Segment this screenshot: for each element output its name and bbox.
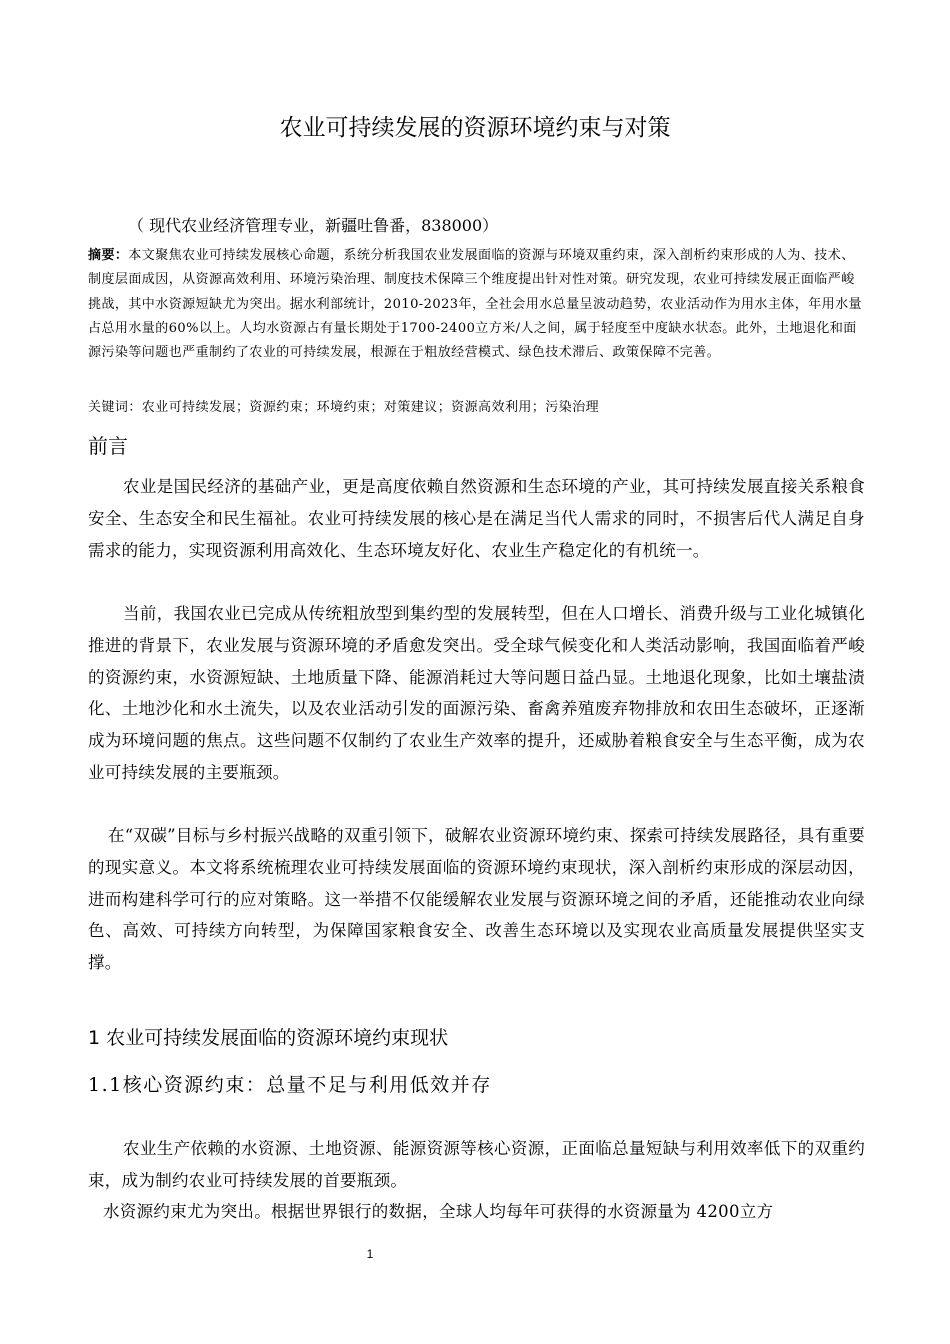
preface-heading: 前言 xyxy=(88,434,128,458)
abstract xyxy=(88,244,868,365)
abstract-label: 摘要： xyxy=(88,248,129,263)
author-affiliation: （ 现代农业经济管理专业，新疆吐鲁番，838000） xyxy=(128,216,499,235)
page-number: 1 xyxy=(366,1247,374,1261)
abstract-text: 本文聚焦农业可持续发展核心命题，系统分析我国农业发展面临的资源与环境双重约束，深入剖析约束形成的人为、技术、制度层面成因，从资源高效利用、环境污染治理、制度技术保障三个维度提出针对性对策。研究发现，农业可持续发展正面临严峻挑战，其中水资源短缺尤为突出。据水利部统计，2010-2023年，全社会用水总量呈波动趋势，农业活动作为用水主体，年用水量占总用水量的60%以上。人均水资源占有量长期处于1700-2400立方米/人之间，属于轻度至中度缺水状态。此外，土地退化和面源污染等问题也严重制约了农业的可持续发展，根源在于粗放经营模式、绿色技术滞后、政策保障不完善。 xyxy=(88,248,863,361)
section-paragraph: 水资源约束尤为突出。根据世界银行的数据，全球人均每年可获得的水资源量为 4200立方 xyxy=(103,1202,774,1221)
section-paragraph: 农业生产依赖的水资源、土地资源、能源资源等核心资源，正面临总量短缺与利用效率低下的双重约束，成为制约农业可持续发展的首要瓶颈。 xyxy=(88,1139,865,1190)
paper-title: 农业可持续发展的资源环境约束与对策 xyxy=(279,115,671,141)
keywords: 关键词：农业可持续发展；资源约束；环境约束；对策建议；资源高效利用；污染治理 xyxy=(88,400,600,415)
preface-paragraph: 农业是国民经济的基础产业，更是高度依赖自然资源和生态环境的产业，其可持续发展直接关系粮食安全、生态安全和民生福祉。农业可持续发展的核心是在满足当代人需求的同时，不损害后代人满足自身需求的能力，实现资源利用高效化、生态环境友好化、农业生产稳定化的有机统一。 xyxy=(88,477,865,560)
section-heading: 1 农业可持续发展面临的资源环境约束现状 xyxy=(88,1027,449,1049)
subsection-heading: 1.1核心资源约束：总量不足与利用低效并存 xyxy=(88,1074,492,1096)
preface-paragraph: 当前，我国农业已完成从传统粗放型到集约型的发展转型，但在人口增长、消费升级与工业化城镇化推进的背景下，农业发展与资源环境的矛盾愈发突出。受全球气候变化和人类活动影响，我国面临着严峻的资源约束，水资源短缺、土地质量下降、能源消耗过大等问题日益凸显。土地退化现象，比如土壤盐渍化、土地沙化和水土流失，以及农业活动引发的面源污染、畜禽养殖废弃物排放和农田生态破坏，正逐渐成为环境问题的焦点。这些问题不仅制约了农业生产效率的提升，还威胁着粮食安全与生态平衡，成为农业可持续发展的主要瓶颈。 xyxy=(88,604,865,782)
preface-paragraph: 在“双碳”目标与乡村振兴战略的双重引领下，破解农业资源环境约束、探索可持续发展路径，具有重要的现实意义。本文将系统梳理农业可持续发展面临的资源环境约束现状，深入剖析约束形成的深层动因，进而构建科学可行的应对策略。这一举措不仅能缓解农业发展与资源环境之间的矛盾，还能推动农业向绿色、高效、可持续方向转型，为保障国家粮食安全、改善生态环境以及实现农业高质量发展提供坚实支撑。 xyxy=(88,826,865,973)
